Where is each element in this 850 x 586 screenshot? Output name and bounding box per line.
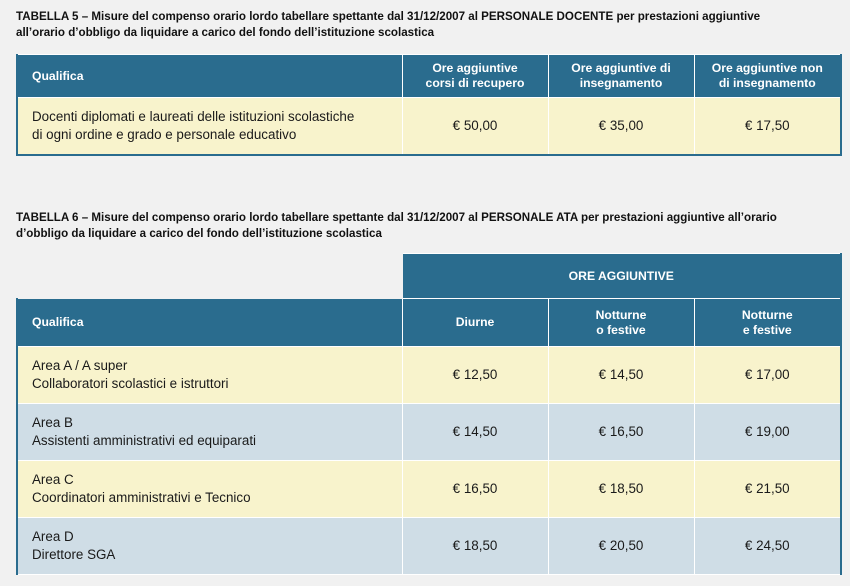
table5-row-label-line1: Docenti diplomati e laureati delle istituzioni scolastiche	[32, 108, 355, 124]
table5-header-insegnamento	[548, 55, 694, 98]
table6-row-label-line1: Area D	[32, 529, 74, 544]
table6-header-col2-line2: o festive	[596, 322, 646, 337]
table6-header-col3-line2: e festive	[742, 322, 792, 337]
table6-value-notturne-e-festive: € 21,50	[694, 461, 841, 518]
table6-row-label-line2: Collaboratori scolastici e istruttori	[32, 376, 229, 391]
table5-header-col3-line1: Ore aggiuntive non	[711, 61, 823, 75]
table6-value-notturne-o-festive: € 14,50	[548, 347, 694, 404]
table6-value-diurne: € 14,50	[402, 404, 548, 461]
table5-header-col2-line1: Ore aggiuntive di	[571, 61, 671, 75]
table5-header-non-insegnamento	[694, 55, 841, 98]
table6-value-notturne-e-festive: € 19,00	[694, 404, 841, 461]
table6-row-label-line1: Area A / A super	[32, 358, 128, 373]
table5-value-insegnamento: € 35,00	[548, 98, 694, 155]
table6-row-label-line2: Direttore SGA	[32, 547, 116, 562]
table5-header-col1-line2: corsi di recupero	[425, 76, 525, 90]
table-row	[17, 98, 841, 155]
table5-header-qualifica: Qualifica	[17, 55, 402, 98]
table6-header-col3-line1: Notturne	[741, 307, 793, 322]
table5-title	[16, 9, 842, 41]
table6-value-notturne-o-festive: € 16,50	[548, 404, 694, 461]
table6-value-diurne: € 16,50	[402, 461, 548, 518]
table6-value-notturne-o-festive: € 18,50	[548, 461, 694, 518]
table6-title	[16, 210, 842, 242]
table6-row-label-line1: Area B	[32, 415, 73, 430]
table6-row-label-line1: Area C	[32, 472, 74, 487]
table-row	[17, 404, 841, 461]
table5-header-col3-line2: di insegnamento	[718, 76, 816, 90]
table5-row-label-line2: di ogni ordine e grado e personale educativo	[32, 126, 297, 142]
table5-value-non-insegnamento: € 17,50	[694, 98, 841, 155]
table-row	[17, 347, 841, 404]
table5-title-line1: TABELLA 5 – Misure del compenso orario lordo tabellare spettante dal 31/12/2007 al PERSONALE DOCENTE per prestazioni aggiuntive	[16, 10, 761, 23]
table6-header-notturne-o-festive	[548, 299, 694, 347]
table5-title-line2: all’orario d’obbligo da liquidare a carico del fondo dell’istituzione scolastica	[16, 26, 435, 39]
table5-header-col1-line1: Ore aggiuntive	[432, 61, 518, 75]
table6-title-line1: TABELLA 6 – Misure del compenso orario lordo tabellare spettante dal 31/12/2007 al PERSONALE ATA per prestazioni aggiuntive all’orario	[16, 211, 777, 224]
table5	[16, 54, 842, 156]
table5-header-corsi-recupero	[402, 55, 548, 98]
table6-title-line2: d’obbligo da liquidare a carico del fondo dell’istituzione scolastica	[16, 227, 382, 240]
table6-value-notturne-e-festive: € 17,00	[694, 347, 841, 404]
table-row	[17, 518, 841, 575]
table6-blank-corner	[17, 254, 402, 299]
table6-group-header: ORE AGGIUNTIVE	[402, 254, 841, 299]
table6-row-label-line2: Coordinatori amministrativi e Tecnico	[32, 490, 251, 505]
table6-header-notturne-e-festive	[694, 299, 841, 347]
table6-value-notturne-e-festive: € 24,50	[694, 518, 841, 575]
table6-row-label	[17, 518, 402, 575]
table6-value-diurne: € 18,50	[402, 518, 548, 575]
table6-value-notturne-o-festive: € 20,50	[548, 518, 694, 575]
table6-header-qualifica: Qualifica	[17, 299, 402, 347]
table-row	[17, 461, 841, 518]
table6-row-label	[17, 461, 402, 518]
table6-header-diurne: Diurne	[402, 299, 548, 347]
table6-row-label	[17, 404, 402, 461]
table6-value-diurne: € 12,50	[402, 347, 548, 404]
table5-row-label	[17, 98, 402, 155]
table5-value-corsi-recupero: € 50,00	[402, 98, 548, 155]
table6-row-label	[17, 347, 402, 404]
table6-header-col2-line1: Notturne	[595, 307, 647, 322]
table5-header-col2-line2: insegnamento	[579, 76, 663, 90]
table6-row-label-line2: Assistenti amministrativi ed equiparati	[32, 433, 257, 448]
table6	[16, 253, 842, 575]
